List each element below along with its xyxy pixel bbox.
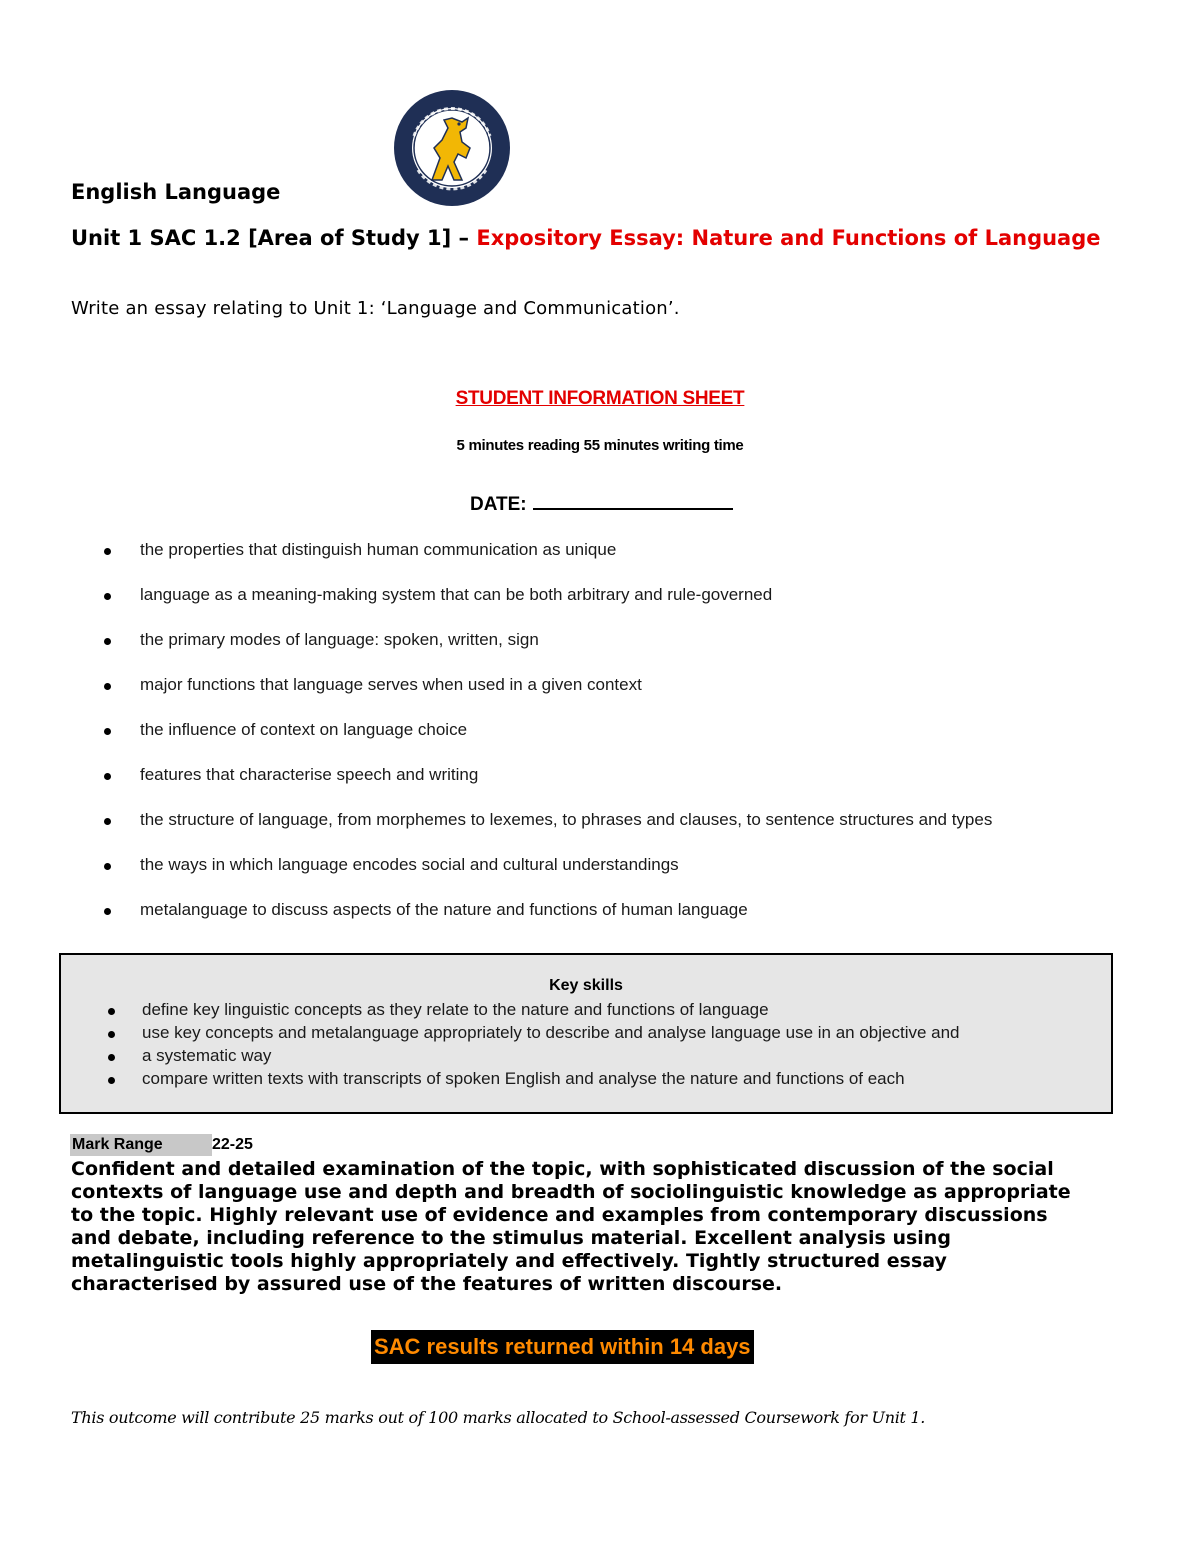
sheet-title: STUDENT INFORMATION SHEET bbox=[455, 388, 745, 409]
key-skills-title: Key skills bbox=[549, 977, 623, 994]
bullet-icon bbox=[108, 1077, 115, 1084]
school-logo bbox=[392, 88, 512, 208]
bullet-icon bbox=[104, 593, 111, 600]
date-field bbox=[470, 490, 733, 516]
bullet-icon bbox=[104, 683, 111, 690]
bullet-icon bbox=[104, 773, 111, 780]
bullet-icon bbox=[108, 1054, 115, 1061]
time-note: 5 minutes reading 55 minutes writing time bbox=[456, 437, 744, 454]
unit-topic: Expository Essay: Nature and Functions of Language bbox=[476, 226, 1101, 250]
date-blank-line bbox=[533, 490, 733, 510]
contribution-note: This outcome will contribute 25 marks out of 100 marks allocated to School-assessed Coursework for Unit 1. bbox=[71, 1408, 926, 1427]
essay-instruction: Write an essay relating to Unit 1: ‘Language and Communication’. bbox=[71, 298, 680, 319]
date-label: DATE: bbox=[470, 494, 527, 515]
bullet-icon bbox=[104, 818, 111, 825]
bullet-icon bbox=[104, 908, 111, 915]
bullet-icon bbox=[104, 638, 111, 645]
mark-range-label: Mark Range bbox=[70, 1134, 212, 1156]
bullet-icon bbox=[104, 863, 111, 870]
results-note: SAC results returned within 14 days bbox=[371, 1330, 754, 1364]
unit-title bbox=[71, 224, 1131, 252]
key-skills-box: Key skills define key linguistic concepts as they relate to the nature and functions of language use key concepts and metalanguage appropriately to describe and analyse language use in an objective and a systematic way compare written texts with transcripts of spoken English and analyse the nature and functions of each bbox=[59, 953, 1113, 1114]
bullet-icon bbox=[108, 1008, 115, 1015]
unit-prefix: Unit 1 SAC 1.2 [Area of Study 1] – bbox=[71, 226, 477, 250]
bullet-icon bbox=[104, 548, 111, 555]
mark-descriptor: Confident and detailed examination of the topic, with sophisticated discussion of the social contexts of language use and depth and breadth of sociolinguistic knowledge as appropriate to the topic. Highly relevant use of evidence and examples from contemporary discussions and debate, including reference to the stimulus material. Excellent analysis using metalinguistic tools highly appropriately and effectively. Tightly structured essay characterised by assured use of the features of written discourse. bbox=[71, 1158, 1071, 1295]
bullet-icon bbox=[104, 728, 111, 735]
mark-range-value: 22-25 bbox=[212, 1136, 253, 1153]
bullet-icon bbox=[108, 1031, 115, 1038]
subject-title: English Language bbox=[71, 180, 281, 204]
